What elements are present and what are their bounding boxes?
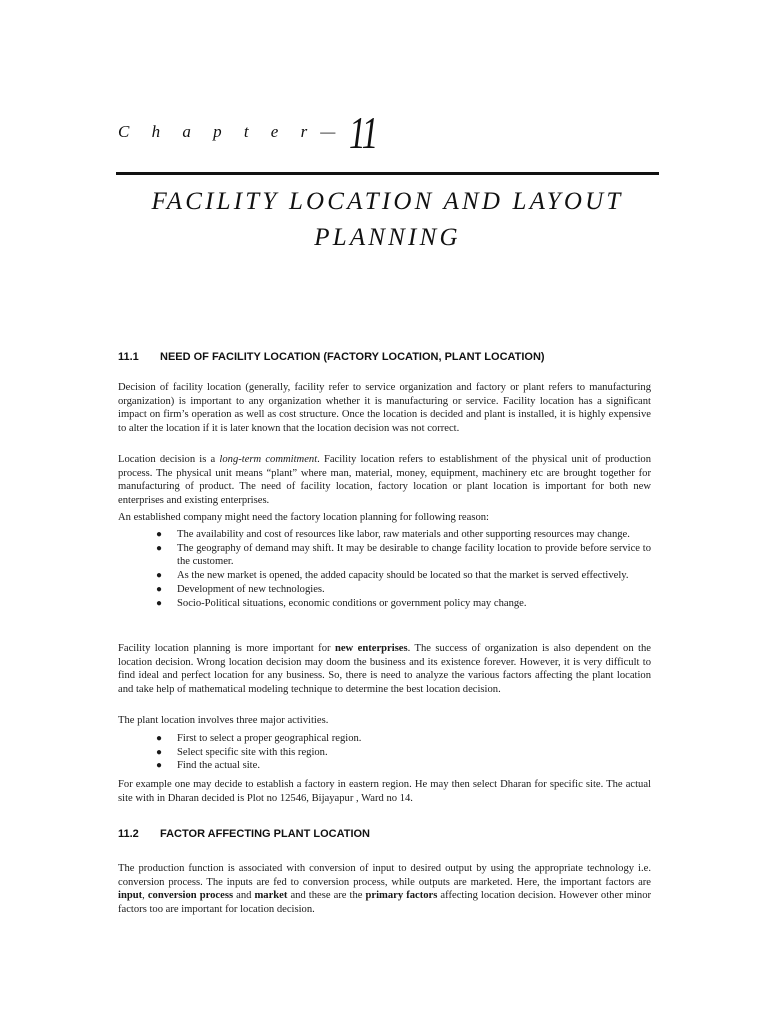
chapter-title-line-1: FACILITY LOCATION AND LAYOUT [151,188,624,215]
text-run: affecting location decision. However other minor factors too are important for location decision. [118,890,652,916]
bold-text: primary factors [365,890,438,902]
chapter-title-line-2: PLANNING [314,224,461,251]
bold-text: market [254,890,288,902]
bullet-icon: ● [156,583,163,595]
list-item [118,732,651,746]
bullet-icon: ● [156,746,163,758]
list-item [118,746,651,760]
paragraph: Decision of facility location (generally, facility refer to service organization and factory or plant refers to manufacturing organization) is important to any organization whether it is manufacturing or service. Facility location has a significant impact on firm’s operation as well as cost structure. Once the location is decided and plant is installed, it is highly expensive to alter the location if it is later known that the location decision was not correct. [118,382,651,435]
chapter-title [116,184,659,256]
text-run: . Facility location refers to establishment of the physical unit of production process. The physical unit means “plant” where man, material, money, equipment, machinery etc are brought together for manufacturing of product. The need of facility location, factory location or plant location is important for both new enterprises and existing enterprises. [118,454,651,507]
list-item [118,542,651,569]
list-item-text: Select specific site with this region. [177,746,328,758]
bullet-icon: ● [156,529,163,540]
list-item-text: As the new market is opened, the added capacity should be located so that the market is served effectively. [177,570,629,582]
bullet-icon: ● [156,760,163,772]
reasons-list [118,528,651,610]
activities-list [118,732,651,773]
chapter-dash: — [320,122,336,141]
title-divider [116,172,659,175]
text-run: and [233,890,255,902]
section-title: NEED OF FACILITY LOCATION (FACTORY LOCATION, PLANT LOCATION) [160,351,545,363]
text-run: , [142,890,148,902]
paragraph [118,642,651,697]
text-run: . The success of organization is also dependent on the location decision. Wrong location decision may doom the business and its existence forever. However, it is very difficult to find ideal and perfect location for any business. So, there is need to analyze the various factors affecting the plant location and take help of mathematical modeling technique to determine the best location decision. [118,643,651,696]
chapter-number: 11 [349,106,378,158]
paragraph [118,453,651,508]
list-item [118,528,651,542]
list-item-text: The availability and cost of resources like labor, raw materials and other supporting resources may change. [177,529,630,540]
bullet-icon: ● [156,733,163,744]
list-item-text: The geography of demand may shift. It may be desirable to change facility location to provide before service to the customer. [177,542,651,568]
bold-text: new enterprises [334,643,408,654]
paragraph: The plant location involves three major activities. [118,715,329,726]
bullet-icon: ● [156,542,163,554]
list-item-text: First to select a proper geographical region. [177,733,362,744]
text-run: and these are the [287,890,366,902]
section-heading-11-2 [118,828,370,840]
section-heading-11-1 [118,351,545,363]
text-run: Location decision is a [118,454,220,465]
list-item [118,583,651,597]
chapter-heading [118,104,388,160]
bullet-icon: ● [156,570,163,582]
paragraph: An established company might need the factory location planning for following reason: [118,512,489,523]
section-number: 11.1 [118,351,139,363]
section-number: 11.2 [118,828,139,840]
bold-text: conversion process [147,890,234,902]
paragraph: For example one may decide to establish a factory in eastern region. He may then select Dharan for specific site. The actual site with in Dharan decided is Plot no 12546, Bijayapur , Ward no 14. [118,779,651,804]
chapter-label: C h a p t e r [118,122,317,141]
list-item-text: Development of new technologies. [177,583,325,595]
paragraph [118,862,651,917]
list-item [118,569,651,583]
list-item-text: Socio-Political situations, economic conditions or government policy may change. [177,597,527,609]
emphasis-text: long-term commitment [219,454,318,465]
list-item [118,597,651,611]
section-title: FACTOR AFFECTING PLANT LOCATION [160,828,371,840]
text-run: Facility location planning is more important for [118,643,335,654]
bullet-icon: ● [156,597,163,609]
bold-text: input [118,890,143,902]
text-run: The production function is associated with conversion of input to desired output by using the appropriate technology i.e. conversion process. The inputs are fed to conversion process, while outputs are marketed. Here, the important factors are [118,863,651,888]
list-item-text: Find the actual site. [177,760,260,772]
list-item [118,759,651,773]
